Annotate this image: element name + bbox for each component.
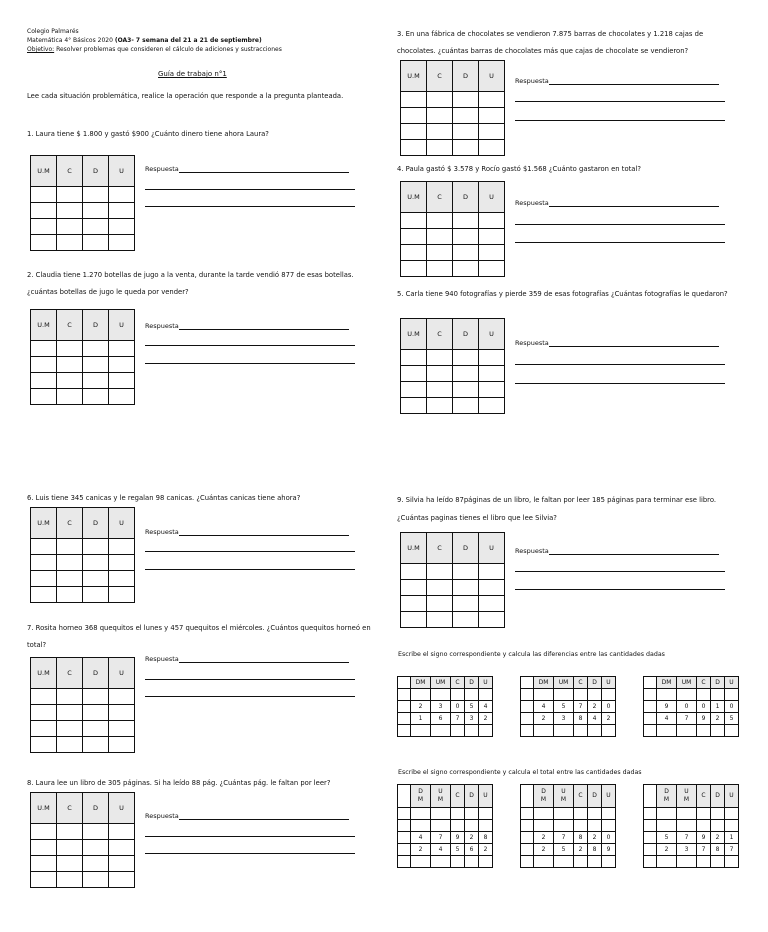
answer-label: Respuesta [145, 528, 179, 536]
header-d: D [83, 310, 109, 341]
header-c: C [427, 533, 453, 564]
subtraction-exercise-1[interactable]: DM UM C D U 2 3 0 5 4 1 6 7 3 2 [397, 676, 493, 737]
subtraction-instruction: Escribe el signo correspondiente y calcula las diferencias entre las cantidades dadas [398, 651, 665, 658]
answer-field-9[interactable] [515, 547, 719, 555]
answer-field-8[interactable] [145, 812, 349, 820]
answer-line[interactable] [515, 224, 725, 225]
answer-line[interactable] [515, 242, 725, 243]
header-u: U [479, 182, 505, 213]
header-c: C [427, 61, 453, 92]
answer-line[interactable] [145, 679, 355, 680]
answer-label: Respuesta [145, 655, 179, 663]
answer-field-2[interactable] [145, 322, 349, 330]
answer-line[interactable] [145, 363, 355, 364]
answer-label: Respuesta [145, 322, 179, 330]
problem-9-text: 9. Silvia ha leído 87páginas de un libro, le faltan por leer 185 páginas para terminar ese libro. ¿Cuántas paginas tienes el libro que lee Silvia? [397, 496, 717, 522]
header-c: C [57, 658, 83, 689]
answer-label: Respuesta [145, 812, 179, 820]
place-value-grid-7[interactable] [30, 657, 135, 753]
problem-7-text: 7. Rosita horneo 368 quequitos el lunes y 457 quequitos el miércoles. ¿Cuántos quequitos horneó en total? [27, 624, 371, 649]
header-um: U.M [31, 658, 57, 689]
problem-1-text: 1. Laura tiene $ 1.800 y gastó $900 ¿Cuánto dinero tiene ahora Laura? [27, 130, 269, 138]
problem-4-text: 4. Paula gastó $ 3.578 y Rocío gastó $1.568 ¿Cuánto gastaron en total? [397, 165, 641, 173]
addition-instruction: Escribe el signo correspondiente y calcula el total entre las cantidades dadas [398, 769, 642, 776]
header-d: D [453, 182, 479, 213]
header-d: D [453, 533, 479, 564]
place-value-grid-2[interactable] [30, 309, 135, 405]
answer-label: Respuesta [515, 339, 549, 347]
answer-field-5[interactable] [515, 339, 719, 347]
problem-6-text: 6. Luis tiene 345 canicas y le regalan 98 canicas. ¿Cuántas canicas tiene ahora? [27, 494, 301, 502]
addition-exercise-3[interactable]: D M U M C D U 5 7 9 2 1 2 3 7 8 7 [643, 784, 739, 868]
place-value-grid-6[interactable] [30, 507, 135, 603]
header-d: D [83, 156, 109, 187]
answer-line[interactable] [515, 571, 725, 572]
school-name: Colegio Palmarés [27, 28, 79, 35]
place-value-grid-1[interactable] [30, 155, 135, 251]
place-value-grid-4[interactable] [400, 181, 505, 277]
header-um: U.M [401, 319, 427, 350]
header-c: C [427, 182, 453, 213]
intro-text: Lee cada situación problemática, realice la operación que responde a la pregunta planteada. [27, 92, 344, 100]
header-um: U.M [31, 156, 57, 187]
answer-field-6[interactable] [145, 528, 349, 536]
answer-line[interactable] [145, 551, 355, 552]
answer-line[interactable] [145, 345, 355, 346]
problem-3-text: 3. En una fábrica de chocolates se vendieron 7.875 barras de chocolates y 1.218 cajas de chocolates. ¿cuántas barras de chocolates más que cajas de chocolate se vendieron? [397, 30, 704, 55]
answer-line[interactable] [145, 836, 355, 837]
header-d: D [83, 793, 109, 824]
problem-5-text: 5. Carla tiene 940 fotografías y pierde 359 de esas fotografías ¿Cuántas fotografías le quedaron? [397, 290, 728, 298]
addition-exercise-2[interactable]: D M U M C D U 2 7 8 2 0 2 5 2 8 9 [520, 784, 616, 868]
answer-label: Respuesta [515, 547, 549, 555]
answer-field-7[interactable] [145, 655, 349, 663]
place-value-grid-9[interactable] [400, 532, 505, 628]
answer-field-3[interactable] [515, 77, 719, 85]
answer-field-1[interactable] [145, 165, 349, 173]
header-um: U.M [31, 508, 57, 539]
answer-label: Respuesta [145, 165, 179, 173]
place-value-grid-5[interactable] [400, 318, 505, 414]
header-um: U.M [401, 533, 427, 564]
subtraction-exercise-2[interactable]: DM UM C D U 4 5 7 2 0 2 3 8 4 2 [520, 676, 616, 737]
header-um: U.M [31, 310, 57, 341]
answer-line[interactable] [145, 696, 355, 697]
header-c: C [57, 508, 83, 539]
header-d: D [453, 319, 479, 350]
header-u: U [479, 319, 505, 350]
header-c: C [427, 319, 453, 350]
answer-field-4[interactable] [515, 199, 719, 207]
header-d: D [83, 658, 109, 689]
header-um: U.M [401, 61, 427, 92]
problem-2-text: 2. Claudia tiene 1.270 botellas de jugo a la venta, durante la tarde vendió 877 de esas botellas. ¿cuántas botellas de jugo le queda por vender? [27, 271, 354, 296]
header-c: C [57, 793, 83, 824]
header-d: D [83, 508, 109, 539]
header-um: U.M [401, 182, 427, 213]
header-u: U [109, 658, 135, 689]
header-um: U.M [31, 793, 57, 824]
header-u: U [109, 310, 135, 341]
answer-line[interactable] [515, 589, 725, 590]
answer-line[interactable] [145, 569, 355, 570]
course-line: Matemática 4° Básicos 2020 (OA3- 7 semana del 21 a 21 de septiembre) [27, 37, 262, 44]
header-c: C [57, 310, 83, 341]
header-u: U [479, 533, 505, 564]
answer-line[interactable] [515, 364, 725, 365]
answer-line[interactable] [145, 189, 355, 190]
answer-label: Respuesta [515, 199, 549, 207]
header-u: U [109, 508, 135, 539]
place-value-grid-8[interactable] [30, 792, 135, 888]
header-d: D [453, 61, 479, 92]
addition-exercise-1[interactable]: D M U M C D U 4 7 9 2 8 2 4 5 6 2 [397, 784, 493, 868]
answer-line[interactable] [515, 120, 725, 121]
header-u: U [479, 61, 505, 92]
header-c: C [57, 156, 83, 187]
subtraction-exercise-3[interactable]: DM UM C D U 9 0 0 1 0 4 7 9 2 5 [643, 676, 739, 737]
answer-label: Respuesta [515, 77, 549, 85]
place-value-grid-3[interactable] [400, 60, 505, 156]
header-u: U [109, 793, 135, 824]
header [27, 27, 367, 54]
header-u: U [109, 156, 135, 187]
answer-line[interactable] [515, 101, 725, 102]
page-title: Guía de trabajo n°1 [158, 70, 227, 78]
answer-line[interactable] [145, 206, 355, 207]
objective-line: Objetivo: Resolver problemas que consideren el cálculo de adiciones y sustracciones [27, 46, 282, 53]
answer-line[interactable] [515, 383, 725, 384]
problem-8-text: 8. Laura lee un libro de 305 páginas. Si ha leído 88 pág. ¿Cuántas pág. le faltan por leer? [27, 779, 331, 787]
answer-line[interactable] [145, 853, 355, 854]
